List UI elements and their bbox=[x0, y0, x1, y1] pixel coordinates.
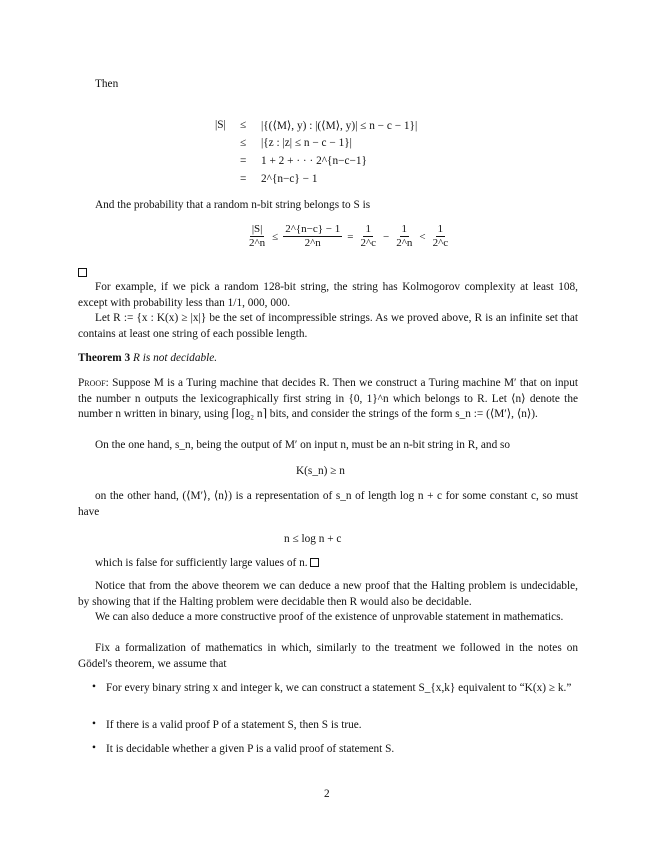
align-rhs-2: |{z : |z| ≤ n − c − 1}| bbox=[261, 137, 352, 149]
otherhand-paragraph: on the other hand, (⟨M′⟩, ⟨n⟩) is a representation of s_n of length log n + c for some constant c, so must have bbox=[78, 490, 578, 518]
fraction-3-den: 2^c bbox=[360, 237, 376, 249]
fraction-1-num: |S| bbox=[251, 223, 263, 235]
fraction-1 bbox=[247, 223, 267, 250]
align-lhs: |S| bbox=[215, 119, 226, 131]
fraction-5 bbox=[431, 223, 451, 250]
equation-n: n ≤ log n + c bbox=[284, 533, 342, 545]
fraction-1-den: 2^n bbox=[249, 237, 266, 249]
let-paragraph: Let R := {x : K(x) ≥ |x|} be the set of incompressible strings. As we proved above, R is an infinite set that contains at least one string of each possible length. bbox=[78, 312, 578, 340]
probability-equation: $\frac{|S|}{2\^{}n}$ ≤ $\frac{2\^{}\{n-c\} - 1}{2\^{}n}$ = $\frac{1}{2\^{}c}$ − $\frac{1}{2\^{}n}$ < $\frac{1}{2\^{}c}$ bbox=[249, 223, 449, 249]
align-rhs-4: 2^{n−c} − 1 bbox=[261, 173, 318, 185]
qed-box-icon bbox=[78, 263, 87, 281]
fraction-4-num: 1 bbox=[401, 223, 408, 235]
false-paragraph bbox=[78, 556, 578, 572]
fraction-5-den: 2^c bbox=[432, 237, 449, 249]
fraction-5-num: 1 bbox=[437, 223, 444, 235]
prob-sentence: And the probability that a random n-bit string belongs to S is bbox=[95, 199, 371, 211]
theorem-label: Theorem 3 bbox=[78, 352, 131, 364]
equation-k: K(s_n) ≥ n bbox=[296, 465, 345, 477]
fix-paragraph: Fix a formalization of mathematics in which, similarly to the treatment we followed in the notes on Gödel's theorem, we assume that bbox=[78, 642, 578, 670]
align-rel-2: ≤ bbox=[240, 137, 247, 149]
bullet-item-1: For every binary string x and integer k, we can construct a statement S_{x,k} equivalent to “K(x) ≥ k.” bbox=[106, 682, 572, 694]
page-number: 2 bbox=[324, 788, 330, 800]
fraction-4-den: 2^n bbox=[396, 237, 413, 249]
qed-box-icon-2 bbox=[310, 558, 319, 567]
fraction-2-den: 2^n bbox=[304, 237, 321, 249]
proof-paragraph bbox=[78, 376, 578, 423]
onehand-paragraph: On the one hand, s_n, being the output of M′ on input n, must be an n-bit string in R, and so bbox=[95, 439, 511, 451]
bullet-item-2: If there is a valid proof P of a statement S, then S is true. bbox=[106, 719, 362, 731]
theorem-3 bbox=[78, 351, 578, 367]
align-rel-3: = bbox=[240, 155, 247, 167]
also-paragraph: We can also deduce a more constructive proof of the existence of unprovable statement in mathematics. bbox=[95, 611, 564, 623]
bullet-icon-3: • bbox=[92, 742, 96, 754]
proof-text: Suppose M is a Turing machine that decides R. Then we construct a Turing machine M′ that on input the number n outputs the lexicographically first string in {0, 1}^n which belongs to R. Let ⟨n⟩ denote the number n written in binary, using ⌈log₂ n⌉ bits, and consider the strings of the form s_n := (⟨M′⟩, ⟨n⟩). bbox=[78, 377, 578, 421]
theorem-text: R is not decidable. bbox=[133, 352, 218, 364]
align-rhs-1: |{(⟨M⟩, y) : |(⟨M⟩, y)| ≤ n − c − 1}| bbox=[261, 120, 418, 132]
fraction-2-num: 2^{n−c} − 1 bbox=[285, 223, 341, 235]
false-text: which is false for sufficiently large values of n. bbox=[95, 557, 308, 569]
example-paragraph: For example, if we pick a random 128-bit string, the string has Kolmogorov complexity at least 108, except with probability less than 1/1, 000, 000. bbox=[78, 281, 578, 309]
bullet-item-3: It is decidable whether a given P is a valid proof of statement S. bbox=[106, 743, 395, 755]
bullet-icon-1: • bbox=[92, 681, 96, 693]
align-rel-4: = bbox=[240, 173, 247, 185]
align-rhs-3: 1 + 2 + · · · 2^{n−c−1} bbox=[261, 155, 367, 167]
bullet-icon-2: • bbox=[92, 718, 96, 730]
notice-paragraph: Notice that from the above theorem we can deduce a new proof that the Halting problem is undecidable, by showing that if the Halting problem were decidable then R would also be decidable. bbox=[78, 580, 578, 608]
fraction-3 bbox=[358, 223, 378, 250]
align-rel-1: ≤ bbox=[240, 119, 247, 131]
fraction-4 bbox=[394, 223, 414, 250]
proof-label: Proof: bbox=[78, 377, 109, 389]
fraction-3-num: 1 bbox=[365, 223, 371, 235]
fraction-2 bbox=[283, 223, 342, 250]
then-word: Then bbox=[95, 78, 119, 90]
